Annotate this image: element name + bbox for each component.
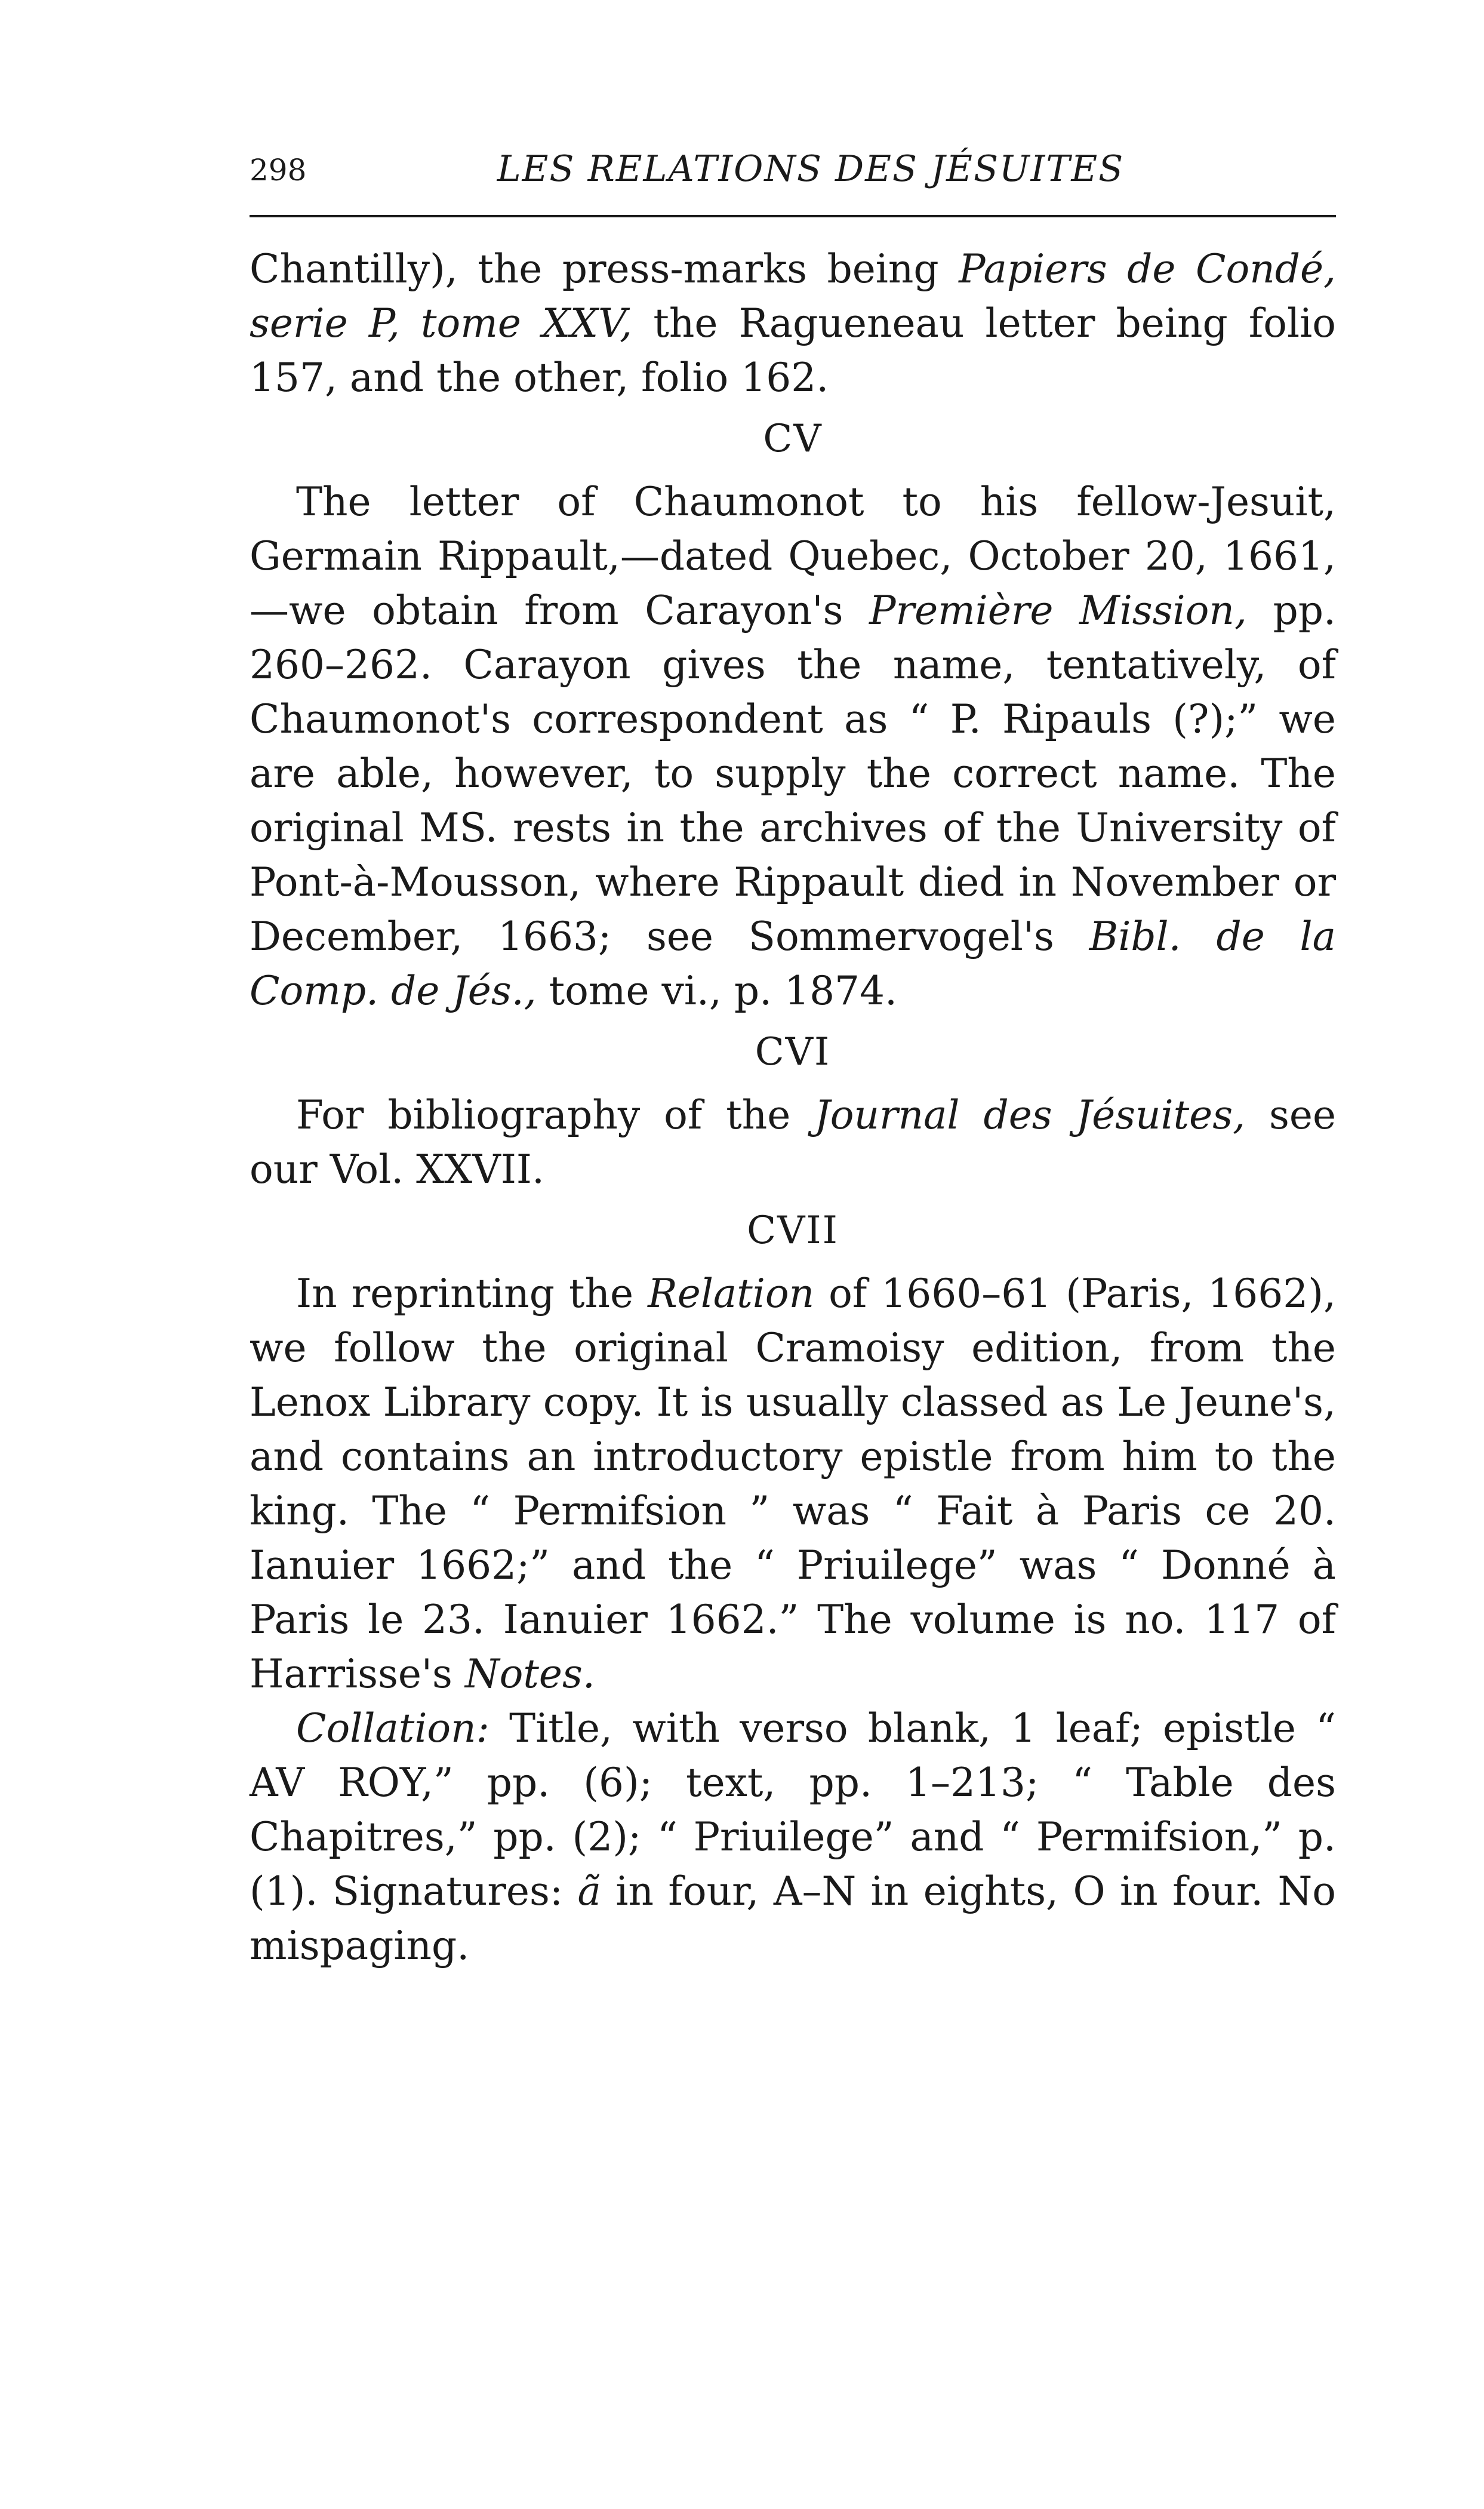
section-heading-cv: CV bbox=[763, 417, 823, 461]
intro-italic-1: Papiers de Condé, serie P, tome XXV, bbox=[250, 246, 1336, 346]
intro-text-2: the Ragueneau letter being folio 157, and the other, folio 162. bbox=[250, 300, 1336, 401]
cvii-p2-text-2: in four, A–N in eights, O in four. No mispaging. bbox=[250, 1868, 1336, 1969]
intro-text-1: Chantilly), the press-marks being bbox=[250, 246, 959, 292]
cvii-p2-italic-1: Collation: bbox=[296, 1705, 489, 1751]
header-rule bbox=[250, 215, 1336, 217]
cvii-p1-italic-1: Relation bbox=[648, 1271, 815, 1317]
cvi-paragraph bbox=[250, 1088, 1336, 1197]
section-heading-cvi: CVI bbox=[755, 1030, 831, 1074]
cv-paragraph bbox=[250, 475, 1336, 1018]
cvi-italic-1: Journal des Jésuites, bbox=[814, 1092, 1246, 1138]
cv-text-1: The letter of Chaumonot to his fellow-Jesuit, Germain Rippault,—dated Quebec, October 20, 1661,—we obtain from Carayon's bbox=[250, 479, 1336, 634]
cvii-p2-italic-2: ã bbox=[577, 1868, 601, 1914]
cvi-text-1: For bibliography of the bbox=[296, 1092, 815, 1138]
cvii-p1-text-1: In reprinting the bbox=[296, 1271, 648, 1317]
cv-text-3: tome vi., p. 1874. bbox=[536, 968, 898, 1014]
cv-text-2: pp. 260–262. Carayon gives the name, tentatively, of Chaumonot's correspondent as “ P. Ripauls (?);” we are able, however, to supply the correct name. The original MS. rests in the archives of the University of Pont-à-Mousson, where Rippault died in November or December, 1663; see Sommervogel's bbox=[250, 588, 1336, 960]
cvii-paragraph-1 bbox=[250, 1266, 1336, 1701]
page-body bbox=[250, 242, 1336, 1973]
section-heading-cvii: CVII bbox=[747, 1209, 839, 1253]
page-header bbox=[250, 148, 1336, 202]
cv-italic-1: Première Mission, bbox=[869, 588, 1247, 634]
running-head: LES RELATIONS DES JÉSUITES bbox=[497, 148, 1125, 190]
cvi-text-2: see our Vol. XXVII. bbox=[250, 1092, 1337, 1192]
cvii-paragraph-2 bbox=[250, 1701, 1336, 1973]
cvii-p1-italic-2: Notes. bbox=[464, 1651, 595, 1697]
cvii-p1-text-2: of 1660–61 (Paris, 1662), we follow the original Cramoisy edition, from the Lenox Library copy. It is usually classed as Le Jeune's, and contains an introductory epistle from him to the king. The “ Permifsion ” was “ Fait à Paris ce 20. Ianuier 1662;” and the “ Priuilege” was “ Donné à Paris le 23. Ianuier 1662.” The volume is no. 117 of Harrisse's bbox=[250, 1271, 1336, 1697]
cv-italic-2: Bibl. de la Comp. de Jés., bbox=[250, 914, 1336, 1014]
cvii-p2-text-1: Title, with verso blank, 1 leaf; epistle “ AV ROY,” pp. (6); text, pp. 1–213; “ Table des Chapitres,” pp. (2); “ Priuilege” and “ Permifsion,” p. (1). Signatures: bbox=[250, 1705, 1336, 1914]
page-number: 298 bbox=[250, 153, 307, 187]
intro-paragraph bbox=[250, 242, 1336, 405]
